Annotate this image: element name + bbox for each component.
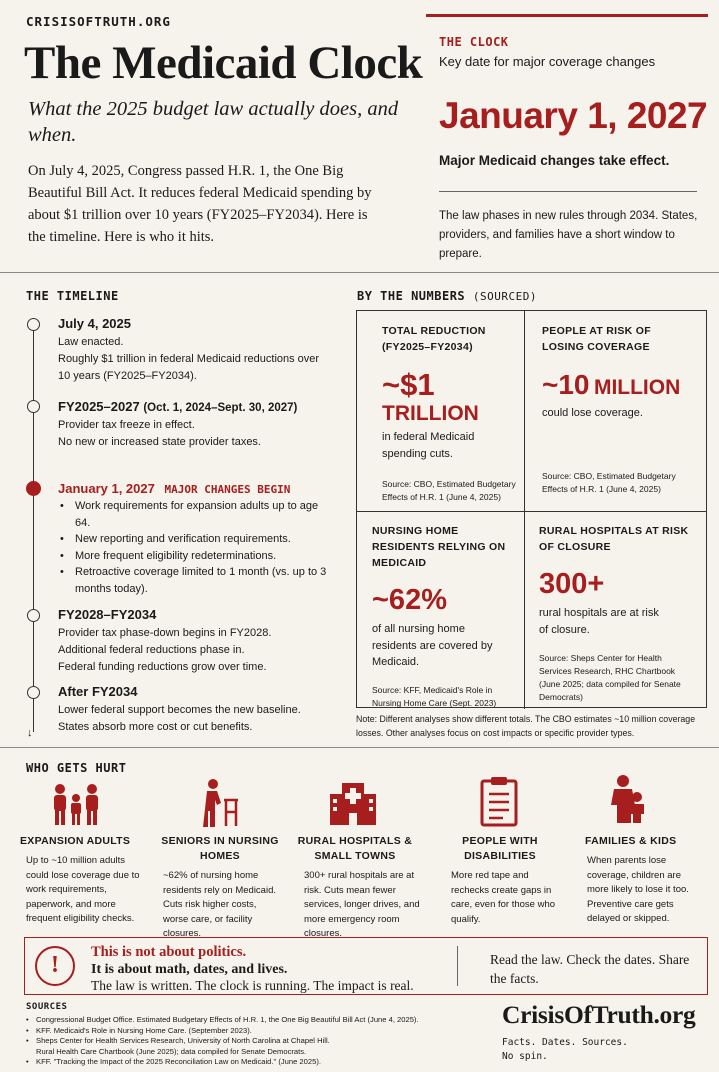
stat-label: NURSING HOME RESIDENTS RELYING ON MEDICAID	[372, 525, 506, 569]
divider	[439, 191, 697, 192]
stat-source: Source: Sheps Center for Health Services Research, RHC Chartbook (June 2025; data compiled for Senate Democrats)	[539, 653, 681, 702]
group-title: FAMILIES & KIDS	[585, 835, 677, 847]
numbers-heading	[357, 289, 537, 303]
group-description: When parents lose coverage, children are more likely to lose it too. Preventive care gets delayed or skipped.	[587, 855, 689, 924]
timeline-dot-active	[26, 481, 41, 496]
list-item: • More frequent eligibility redeterminations.	[58, 548, 328, 565]
group-title: PEOPLE WITH DISABILITIES	[462, 835, 538, 862]
group-title: EXPANSION ADULTS	[20, 835, 131, 847]
list-item: • Congressional Budget Office. Estimated Budgetary Effects of H.R. 1, the One Big Beautiful Bill Act (June 4, 2025).	[26, 1015, 496, 1026]
timeline-item-title: July 4, 2025	[58, 316, 131, 331]
stat-value: ~$1	[382, 367, 435, 402]
stat-label: TOTAL REDUCTION (FY2025–FY2034)	[382, 325, 486, 353]
hospital-icon	[328, 780, 378, 826]
group-description: 300+ rural hospitals are at risk. Cuts mean fewer services, longer drives, and more emergency room closures.	[304, 870, 420, 939]
timeline-heading: THE TIMELINE	[26, 289, 119, 303]
clock-effect: Major Medicaid changes take effect.	[439, 153, 670, 168]
timeline-item-title	[58, 481, 290, 496]
stat-source: Source: KFF, Medicaid's Role in Nursing Home Care (Sept. 2023)	[372, 684, 497, 708]
group-title: RURAL HOSPITALS & SMALL TOWNS	[297, 835, 413, 862]
page-title: The Medicaid Clock	[24, 37, 423, 89]
major-changes-tag: MAJOR CHANGES BEGIN	[164, 483, 291, 496]
stat-description: of all nursing home residents are covered by Medicaid.	[372, 623, 493, 668]
parent-child-icon	[608, 773, 648, 825]
grid-divider	[357, 511, 706, 512]
clock-date: January 1, 2027	[439, 95, 708, 136]
list-item: • Work requirements for expansion adults up to age 64.	[58, 498, 328, 531]
walker-icon	[197, 778, 243, 828]
callout-call-to-action: Read the law. Check the dates. Share the facts.	[490, 952, 690, 986]
timeline-item-body: Provider tax freeze in effect. No new or increased state provider taxes.	[58, 419, 261, 448]
timeline-item-title-text: January 1, 2027	[58, 481, 155, 496]
callout-line-1: This is not about politics.	[91, 944, 247, 960]
group-title: SENIORS IN NURSING HOMES	[161, 835, 279, 862]
clipboard-icon	[479, 775, 519, 827]
stat-value-row	[542, 369, 707, 401]
timeline-item-title-text: FY2025–2027	[58, 399, 140, 414]
stat-source: Source: CBO, Estimated Budgetary Effects of H.R. 1 (June 4, 2025)	[382, 479, 516, 502]
brand-tagline: Facts. Dates. Sources. No spin.	[502, 1037, 628, 1062]
page-subtitle: What the 2025 budget law actually does, and when.	[28, 98, 399, 146]
stat-cell-nursing-home	[372, 523, 537, 710]
stat-value: ~10	[542, 369, 590, 400]
stat-description: rural hospitals are at risk of closure.	[539, 607, 659, 636]
timeline-item-title: FY2028–FY2034	[58, 607, 157, 622]
callout-banner	[24, 937, 708, 995]
group-description: Up to ~10 million adults could lose coverage due to work requirements, paperwork, and more frequent eligibility checks.	[26, 855, 140, 924]
timeline-item-body: Law enacted. Roughly $1 trillion in federal Medicaid reductions over 10 years (FY2025–FY2034).	[58, 336, 320, 382]
who-heading: WHO GETS HURT	[26, 761, 127, 775]
timeline-item-date-range: (Oct. 1, 2024–Sept. 30, 2027)	[143, 402, 298, 414]
stat-cell-coverage-loss	[542, 323, 707, 494]
numbers-heading-text: BY THE NUMBERS	[357, 289, 466, 303]
stat-value-unit: MILLION	[593, 376, 681, 399]
group-description: More red tape and rechecks create gaps in care, even for those who qualify.	[451, 870, 556, 925]
divider	[0, 272, 719, 273]
timeline-item-title	[58, 399, 297, 414]
clock-label: THE CLOCK	[439, 35, 509, 49]
timeline-line	[33, 322, 34, 732]
clock-note: The law phases in new rules through 2034. States, providers, and families have a short window to prepare.	[439, 210, 698, 260]
stat-value-unit: TRILLION	[382, 402, 479, 425]
timeline-item-title: After FY2034	[58, 684, 138, 699]
timeline-dot	[27, 686, 40, 699]
divider	[457, 946, 458, 986]
arrow-down-icon: ↓	[27, 727, 33, 739]
timeline-item-body: Lower federal support becomes the new baseline. States absorb more cost or cut benefits.	[58, 704, 301, 733]
timeline-bullet-list	[58, 498, 328, 597]
stat-description: in federal Medicaid spending cuts.	[382, 431, 475, 460]
intro-paragraph: On July 4, 2025, Congress passed H.R. 1, the One Big Beautiful Bill Act. It reduces federal Medicaid spending by about $1 trillion over 10 years (FY2025–FY2034). Here is the timeline. Here is who it hits.	[28, 163, 372, 245]
timeline-dot	[27, 400, 40, 413]
stat-label: RURAL HOSPITALS AT RISK OF CLOSURE	[539, 525, 689, 553]
exclamation-icon: !	[35, 946, 75, 986]
sources-heading: SOURCES	[26, 1002, 68, 1012]
clock-panel	[426, 14, 708, 262]
numbers-note: Note: Different analyses show different totals. The CBO estimates ~10 million coverage losses. Other analyses focus on cost impacts or specific provider types.	[356, 714, 696, 738]
timeline-item-body: Provider tax phase-down begins in FY2028. Additional federal reductions phase in. Federal funding reductions grow over time.	[58, 627, 272, 673]
site-name: CRISISOFTRUTH.ORG	[26, 14, 171, 29]
stat-cell-rural-hospitals	[539, 523, 704, 704]
list-item: • KFF. Medicaid's Role in Nursing Home Care. (September 2023).	[26, 1026, 496, 1037]
list-item: • New reporting and verification requirements.	[58, 531, 328, 548]
list-item: • KFF. "Tracking the Impact of the 2025 Reconciliation Law on Medicaid." (June 2025).	[26, 1057, 496, 1068]
stat-value: ~62%	[372, 584, 447, 616]
list-item: • Retroactive coverage limited to 1 month (vs. up to 3 months today).	[58, 564, 328, 597]
callout-line-3: The law is written. The clock is running. The impact is real.	[91, 978, 414, 993]
sources-list	[26, 1015, 496, 1068]
brand-logo: CrisisOfTruth.org	[502, 1000, 696, 1029]
family-icon	[46, 782, 106, 826]
stat-label: PEOPLE AT RISK OF LOSING COVERAGE	[542, 325, 651, 353]
stat-source: Source: CBO, Estimated Budgetary Effects of H.R. 1 (June 4, 2025)	[542, 471, 676, 494]
stat-value: 300+	[539, 568, 605, 600]
list-item: • Sheps Center for Health Services Research, University of North Carolina at Chapel Hill. Rural Health Care Chartbook (June 2025); data compiled for Senate Democrats.	[26, 1036, 496, 1057]
divider	[0, 747, 719, 748]
numbers-grid	[356, 310, 707, 708]
timeline-dot	[27, 609, 40, 622]
stat-cell-total-reduction	[382, 323, 547, 504]
group-description: ~62% of nursing home residents rely on Medicaid. Cuts risk higher costs, worse care, or facility closures.	[163, 870, 276, 939]
stat-description: could lose coverage.	[542, 407, 643, 419]
timeline-dot	[27, 318, 40, 331]
clock-subtitle: Key date for major coverage changes	[439, 54, 656, 69]
callout-line-2: It is about math, dates, and lives.	[91, 962, 288, 977]
numbers-heading-note: (SOURCED)	[472, 290, 537, 303]
